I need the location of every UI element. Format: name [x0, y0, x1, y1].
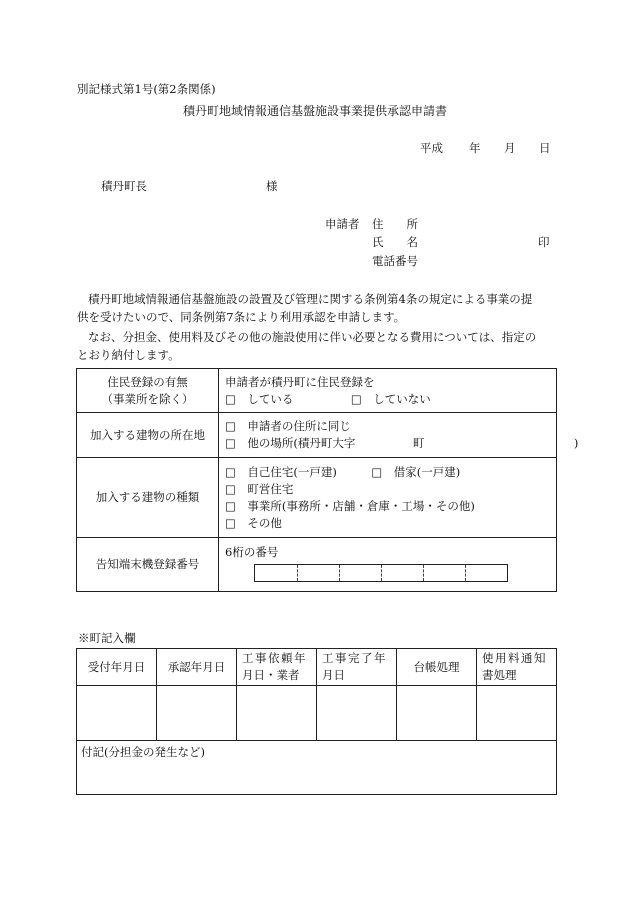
label-terminal-number: 告知端末機登録番号	[77, 538, 219, 592]
terminal-number-input[interactable]	[254, 564, 508, 582]
document-title: 積丹町地域情報通信基盤施設事業提供承認申請書	[183, 104, 448, 118]
office-section-heading: ※町記入欄	[78, 631, 136, 645]
date-month: 月	[504, 141, 516, 155]
header-work-request: 工事依頼年 月日・業者	[237, 649, 317, 686]
applicant-address-label: 住 所	[372, 217, 418, 231]
seal-mark: 印	[538, 235, 550, 249]
applicant-label: 申請者	[325, 217, 360, 231]
content-terminal-number: 6桁の番号	[219, 538, 557, 592]
entry-received-date[interactable]	[77, 686, 157, 741]
building-municipal-checkbox[interactable]: □ 町営住宅	[225, 481, 294, 496]
office-entry-row	[77, 686, 557, 741]
building-other-checkbox[interactable]: □ その他	[225, 515, 282, 530]
header-fee-notice: 使用料通知 書処理	[477, 649, 557, 686]
entry-work-completion[interactable]	[317, 686, 397, 741]
table-row-residency	[77, 369, 557, 413]
remarks-label: 付記(分担金の発生など)	[81, 745, 205, 759]
entry-work-request[interactable]	[237, 686, 317, 741]
digit-separator	[381, 565, 382, 581]
form-number: 別記様式第1号(第2条関係)	[77, 82, 216, 96]
application-table	[76, 368, 579, 592]
label-residency: 住民登録の有無 （事業所を除く）	[77, 369, 219, 413]
content-residency: 申請者が積丹町に住民登録を □ している □ していない	[219, 369, 557, 413]
date-era: 平成	[420, 141, 443, 155]
applicant-phone-label: 電話番号	[372, 254, 418, 268]
table-row-location	[77, 413, 557, 458]
location-other-checkbox[interactable]: □ 他の場所(積丹町大字 町 )	[225, 436, 579, 450]
applicant-name-label: 氏 名	[372, 235, 418, 249]
addressee-name: 積丹町長	[101, 179, 147, 193]
building-business-checkbox[interactable]: □ 事業所(事務所・店舗・倉庫・工場・その他)	[225, 498, 475, 513]
building-own-checkbox[interactable]: □ 自己住宅(一戸建) □ 借家(一戸建)	[225, 464, 461, 479]
addressee-honorific: 様	[266, 179, 278, 193]
remarks-cell[interactable]	[77, 741, 557, 795]
location-same-checkbox[interactable]: □ 申請者の住所に同じ	[225, 419, 351, 433]
content-location	[219, 413, 579, 458]
content-building-type	[219, 458, 557, 538]
office-remarks-row	[77, 741, 557, 795]
label-location: 加入する建物の所在地	[77, 413, 219, 458]
entry-approved-date[interactable]	[157, 686, 237, 741]
body-line-4: とおり納付します。	[77, 348, 180, 362]
header-received-date: 受付年月日	[77, 649, 157, 686]
digit-separator	[339, 565, 340, 581]
digit-separator	[465, 565, 466, 581]
digit-separator	[423, 565, 424, 581]
digit-separator	[297, 565, 298, 581]
date-day: 日	[539, 141, 551, 155]
date-year: 年	[469, 141, 481, 155]
table-row-building-type	[77, 458, 557, 538]
body-line-1: 積丹町地域情報通信基盤施設の設置及び管理に関する条例第4条の規定による事業の提	[88, 292, 533, 306]
office-table	[76, 648, 557, 795]
header-approved-date: 承認年月日	[157, 649, 237, 686]
office-header-row	[77, 649, 557, 686]
body-line-3: なお、分担金、使用料及びその他の施設使用に伴い必要となる費用については、指定の	[88, 330, 537, 344]
entry-ledger[interactable]	[397, 686, 477, 741]
label-building-type: 加入する建物の種類	[77, 458, 219, 538]
header-ledger: 台帳処理	[397, 649, 477, 686]
body-line-2: 供を受けたいので、同条例第7条により利用承認を申請します。	[77, 310, 406, 324]
header-work-completion: 工事完了年 月日	[317, 649, 397, 686]
residency-checkboxes[interactable]: □ している □ していない	[225, 391, 431, 406]
entry-fee-notice[interactable]	[477, 686, 557, 741]
